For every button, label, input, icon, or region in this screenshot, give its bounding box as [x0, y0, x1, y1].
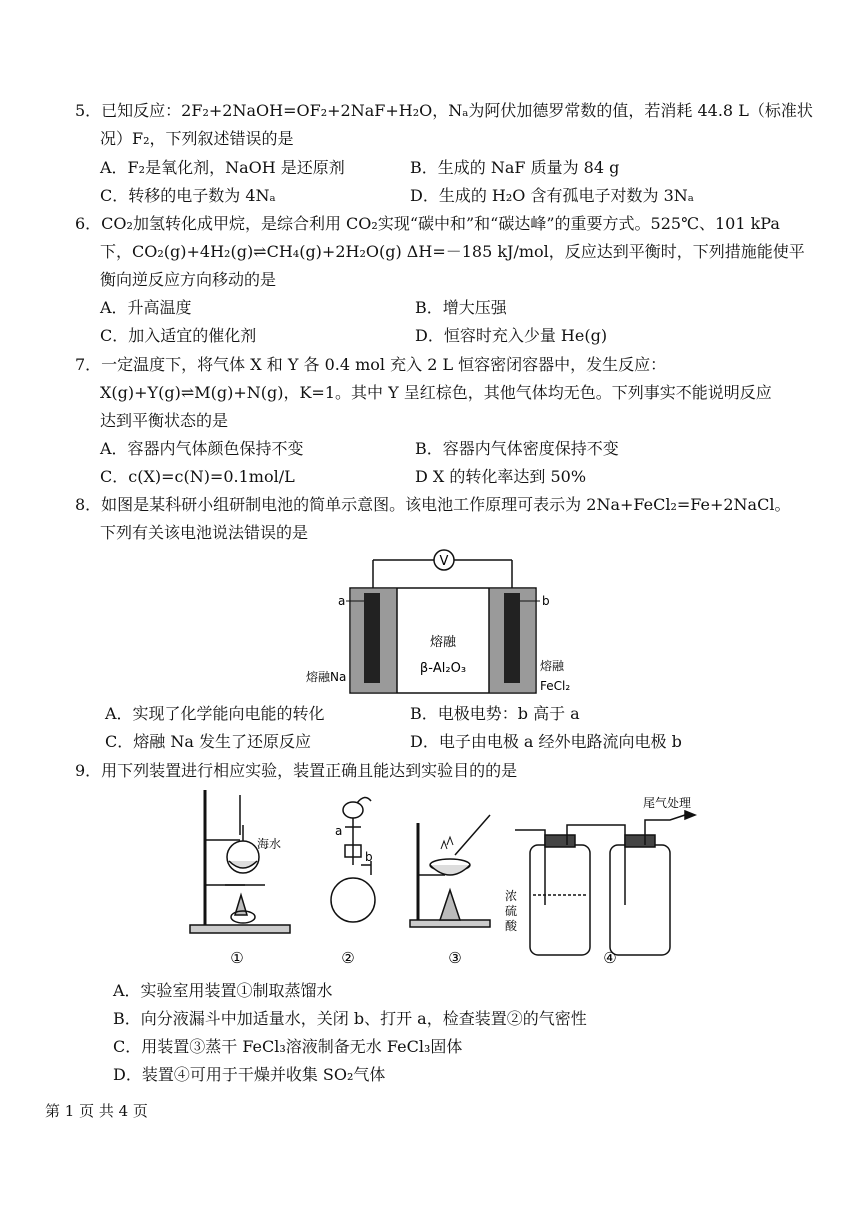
page-footer: 第 1 页 共 4 页 — [45, 1102, 148, 1120]
q6-option-a: A．升高温度 — [100, 298, 192, 317]
q5-stem-line1: 5．已知反应：2F₂+2NaOH=OF₂+2NaF+H₂O，Nₐ为阿伏加德罗常数的值，若消耗 44.8 L（标准状 — [75, 101, 813, 120]
electrode-a-label: a — [338, 594, 346, 608]
q9-option-a: A．实验室用装置①制取蒸馏水 — [113, 981, 333, 1000]
battery-diagram — [300, 548, 590, 698]
q5-option-d: D．生成的 H₂O 含有孤电子对数为 3Nₐ — [410, 186, 694, 205]
seawater-label: 海水 — [257, 837, 282, 851]
acid-label-3: 酸 — [505, 919, 518, 933]
q9-stem-line1: 9．用下列装置进行相应实验，装置正确且能达到实验目的的是 — [75, 761, 518, 780]
acid-label-2: 硫 — [505, 904, 518, 918]
q5-stem-line2: 况）F₂，下列叙述错误的是 — [100, 129, 294, 148]
apparatus-diagram — [185, 785, 715, 970]
q6-stem-line1: 6．CO₂加氢转化成甲烷，是综合利用 CO₂实现“碳中和”和“碳达峰”的重要方式。525℃、101 kPa — [75, 214, 780, 233]
q7-stem-line3: 达到平衡状态的是 — [100, 411, 229, 430]
q7-option-c: C．c(X)=c(N)=0.1mol/L — [100, 467, 295, 486]
apparatus-number-2: ② — [341, 949, 355, 967]
q8-stem-line1: 8．如图是某科研小组研制电池的简单示意图。该电池工作原理可表示为 2Na+FeCl₂=Fe+2NaCl。 — [75, 495, 791, 514]
apparatus-number-1: ① — [230, 949, 244, 967]
q8-option-d: D．电子由电极 a 经外电路流向电极 b — [410, 732, 682, 751]
apparatus-3 — [410, 815, 490, 927]
q8-stem-line2: 下列有关该电池说法错误的是 — [100, 523, 309, 542]
electrolyte-label-2: β-Al₂O₃ — [419, 661, 467, 676]
apparatus-4 — [515, 811, 695, 955]
voltmeter-label: V — [439, 554, 449, 569]
q5-option-a: A．F₂是氧化剂，NaOH 是还原剂 — [100, 158, 345, 177]
molten-fecl2-label-2: FeCl₂ — [540, 679, 571, 693]
q8-option-b: B．电极电势：b 高于 a — [410, 704, 580, 723]
q7-option-a: A．容器内气体颜色保持不变 — [100, 439, 304, 458]
apparatus-number-3: ③ — [448, 949, 462, 967]
q9-option-c: C．用装置③蒸干 FeCl₃溶液制备无水 FeCl₃固体 — [113, 1037, 463, 1056]
q8-option-a: A．实现了化学能向电能的转化 — [105, 704, 325, 723]
electrode-b-label: b — [542, 594, 550, 608]
valve-a-label: a — [335, 824, 343, 838]
apparatus-number-4: ④ — [603, 949, 617, 967]
q9-option-d: D．装置④可用于干燥并收集 SO₂气体 — [113, 1065, 386, 1084]
electrolyte-label-1: 熔融 — [429, 635, 457, 650]
q6-option-c: C．加入适宜的催化剂 — [100, 326, 257, 345]
q7-stem-line2: X(g)+Y(g)⇌M(g)+N(g)，K=1。其中 Y 呈红棕色，其他气体均无色。下列事实不能说明反应 — [100, 383, 772, 402]
molten-na-label: 熔融Na — [306, 670, 347, 684]
q7-stem-line1: 7．一定温度下，将气体 X 和 Y 各 0.4 mol 充入 2 L 恒容密闭容器中，发生反应： — [75, 355, 667, 374]
q8-option-c: C．熔融 Na 发生了还原反应 — [105, 732, 311, 751]
q7-option-b: B．容器内气体密度保持不变 — [415, 439, 619, 458]
molten-fecl2-label-1: 熔融 — [540, 659, 565, 673]
q6-stem-line2: 下，CO₂(g)+4H₂(g)⇌CH₄(g)+2H₂O(g) ΔH=－185 kJ/mol，反应达到平衡时，下列措施能使平 — [100, 242, 805, 261]
tail-gas-label: 尾气处理 — [643, 796, 692, 810]
q6-stem-line3: 衡向逆反应方向移动的是 — [100, 270, 277, 289]
q5-option-b: B．生成的 NaF 质量为 84 g — [410, 158, 620, 177]
q7-option-d: D X 的转化率达到 50% — [415, 467, 587, 486]
acid-label-1: 浓 — [505, 889, 518, 903]
q6-option-d: D．恒容时充入少量 He(g) — [415, 326, 608, 345]
valve-b-label: b — [365, 850, 373, 864]
q9-option-b: B．向分液漏斗中加适量水，关闭 b、打开 a，检查装置②的气密性 — [113, 1009, 587, 1028]
q5-option-c: C．转移的电子数为 4Nₐ — [100, 186, 276, 205]
q6-option-b: B．增大压强 — [415, 298, 507, 317]
apparatus-1 — [190, 790, 290, 933]
